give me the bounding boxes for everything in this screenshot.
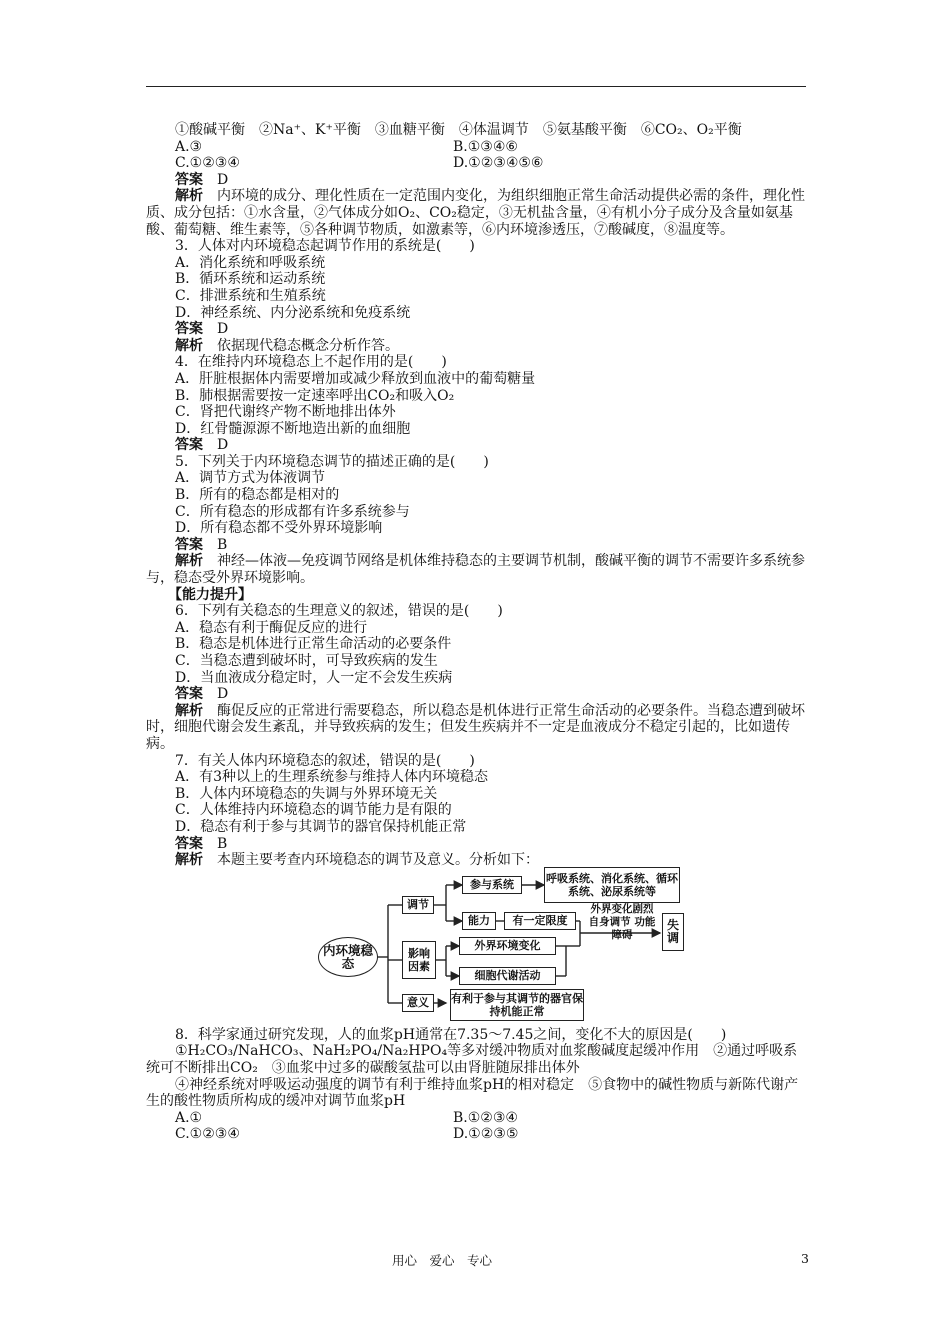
- analysis-text: 内环境的成分、理化性质在一定范围内变化，为组织细胞正常生命活动提供必需的条件，理化性质、成分包括：①水含量，②气体成分如O₂、CO₂稳定，③无机盐含量，④有机小分子成分及含量如氨基酸、葡萄糖、维生素等，⑤各种调节物质，如激素等，⑥内环境渗透压，⑦酸碱度，⑧温度等。: [146, 188, 805, 238]
- q7-option-d: D．稳态有利于参与其调节的器官保持机能正常: [175, 818, 467, 835]
- q5-option-a: A．调节方式为体液调节: [175, 470, 326, 487]
- q5-analysis: [146, 553, 810, 586]
- q8-option-c: C.①②③④: [175, 1126, 240, 1143]
- page-content: [146, 122, 810, 1143]
- answer-value: D: [217, 437, 229, 454]
- answer-label: 答案: [175, 171, 203, 188]
- analysis-label: 解析: [175, 337, 203, 354]
- footer-motto: 用心 爱心 专心: [392, 1253, 493, 1268]
- homeostasis-diagram: [146, 871, 810, 1023]
- q6-option-b: B．稳态是机体进行正常生命活动的必要条件: [175, 636, 452, 653]
- q7-option-b: B．人体内环境稳态的失调与外界环境无关: [175, 785, 438, 802]
- q8-options-row1: [146, 1110, 810, 1127]
- q8-options-row2: [146, 1126, 810, 1143]
- q8-option-d: D.①②③⑤: [453, 1126, 519, 1143]
- q6-answer: [146, 686, 810, 703]
- analysis-label: 解析: [175, 702, 203, 719]
- q8-items-2: ④神经系统对呼吸运动强度的调节有利于维持血浆pH的相对稳定 ⑤食物中的碱性物质与新陈代谢产生的酸性物质所构成的缓冲对调节血浆pH: [146, 1076, 799, 1110]
- diagram-causes-label: 外界变化剧烈 自身调节 功能障碍: [588, 902, 656, 941]
- q5-option-d: D．所有稳态都不受外界环境影响: [175, 520, 383, 537]
- q4-option-c: C．肾把代谢终产物不断地排出体外: [175, 404, 396, 421]
- q2-analysis: [146, 188, 810, 238]
- q2-options-row2: [146, 155, 810, 172]
- q3-answer: [146, 321, 810, 338]
- q4-option-b: B．肺根据需要按一定速率呼出CO₂和吸入O₂: [175, 387, 455, 404]
- analysis-text: 酶促反应的正常进行需要稳态，所以稳态是机体进行正常生命活动的必要条件。当稳态遭到破坏时，细胞代谢会发生紊乱，并导致疾病的发生；但发生疾病并不一定是血液成分不稳定引起的，比如遗传病。: [146, 702, 805, 752]
- q5-option-c: C．所有稳态的形成都有许多系统参与: [175, 503, 410, 520]
- answer-label: 答案: [175, 835, 203, 852]
- q4-answer: [146, 437, 810, 454]
- diagram-imbalance-node: 失调: [662, 913, 684, 951]
- q3-option-b: B．循环系统和运动系统: [175, 271, 326, 288]
- q4-stem: 4．在维持内环境稳态上不起作用的是( ): [175, 354, 447, 371]
- q7-analysis: [146, 852, 810, 869]
- diagram-limited-node: 有一定限度: [504, 912, 576, 930]
- answer-value: B: [217, 536, 228, 553]
- q2-option-c: C.①②③④: [175, 155, 240, 172]
- q6-analysis: [146, 703, 810, 753]
- answer-value: D: [217, 686, 229, 703]
- q3-option-a: A．消化系统和呼吸系统: [175, 254, 326, 271]
- answer-label: 答案: [175, 321, 203, 338]
- analysis-label: 解析: [175, 188, 203, 205]
- analysis-text: 依据现代稳态概念分析作答。: [217, 337, 399, 354]
- diagram-regulation-node: 调节: [402, 896, 434, 914]
- q6-option-a: A．稳态有利于酶促反应的进行: [175, 619, 368, 636]
- q7-stem: 7．有关人体内环境稳态的叙述，错误的是( ): [175, 752, 475, 769]
- diagram-meaning-node: 意义: [402, 994, 434, 1012]
- q7-option-c: C．人体维持内环境稳态的调节能力是有限的: [175, 802, 452, 819]
- diagram-ability-node: 能力: [462, 912, 496, 930]
- q8-stem: 8．科学家通过研究发现，人的血浆pH通常在7.35～7.45之间，变化不大的原因是( ): [175, 1026, 727, 1043]
- q4-option-a: A．肝脏根据体内需要增加或减少释放到血液中的葡萄糖量: [175, 370, 536, 387]
- analysis-label: 解析: [175, 852, 203, 869]
- q2-option-b: B.①③④⑥: [453, 138, 518, 155]
- diagram-influence-node: 影响因素: [402, 941, 436, 979]
- diagram-participate-node: 参与系统: [462, 876, 522, 894]
- q4-option-d: D．红骨髓源源不断地造出新的血细胞: [175, 420, 411, 437]
- q3-option-d: D．神经系统、内分泌系统和免疫系统: [175, 304, 411, 321]
- q5-stem: 5．下列关于内环境稳态调节的描述正确的是( ): [175, 453, 489, 470]
- section-title: 【能力提升】: [168, 586, 252, 603]
- q2-options-row1: [146, 139, 810, 156]
- q2-option-d: D.①②③④⑤⑥: [453, 155, 544, 172]
- answer-value: D: [217, 171, 229, 188]
- q7-answer: [146, 836, 810, 853]
- page-number: 3: [801, 1251, 809, 1266]
- analysis-label: 解析: [175, 553, 203, 570]
- analysis-text: 神经—体液—免疫调节网络是机体维持稳态的主要调节机制，酸碱平衡的调节不需要许多系统参与，稳态受外界环境影响。: [146, 553, 805, 587]
- q6-option-d: D．当血液成分稳定时，人一定不会发生疾病: [175, 669, 453, 686]
- q2-option-a: A.③: [175, 138, 203, 155]
- q3-analysis: [146, 338, 810, 355]
- header-rule: [146, 86, 806, 87]
- q6-stem: 6．下列有关稳态的生理意义的叙述，错误的是( ): [175, 603, 503, 620]
- diagram-systems-node: 呼吸系统、消化系统、循环系统、泌尿系统等: [544, 867, 680, 903]
- q5-option-b: B．所有的稳态都是相对的: [175, 487, 340, 504]
- q5-answer: [146, 537, 810, 554]
- diagram-benefit-node: 有利于参与其调节的器官保持机能正常: [450, 989, 584, 1021]
- q6-option-c: C．当稳态遭到破坏时，可导致疾病的发生: [175, 653, 438, 669]
- answer-label: 答案: [175, 536, 203, 553]
- answer-label: 答案: [175, 686, 203, 703]
- q8-items-1: ①H₂CO₃/NaHCO₃、NaH₂PO₄/Na₂HPO₄等多对缓冲物质对血浆酸碱度起缓冲作用 ②通过呼吸系统可不断排出CO₂ ③血浆中过多的碳酸氢盐可以由肾脏随尿排出体外: [146, 1043, 798, 1076]
- diagram-external-node: 外界环境变化: [459, 937, 556, 955]
- q8-option-b: B.①②③④: [453, 1109, 518, 1126]
- diagram-center-node: 内环境稳态: [318, 937, 378, 977]
- q2-answer: [146, 172, 810, 189]
- q7-option-a: A．有3种以上的生理系统参与维持人体内环境稳态: [175, 769, 489, 786]
- answer-value: D: [217, 321, 229, 338]
- q8-option-a: A.①: [175, 1109, 203, 1126]
- answer-label: 答案: [175, 437, 203, 454]
- q3-option-c: C．排泄系统和生殖系统: [175, 287, 326, 304]
- q2-stem: ①酸碱平衡 ②Na⁺、K⁺平衡 ③血糖平衡 ④体温调节 ⑤氨基酸平衡 ⑥CO₂、O₂平衡: [175, 122, 742, 138]
- analysis-text: 本题主要考查内环境稳态的调节及意义。分析如下：: [217, 852, 539, 869]
- answer-value: B: [217, 835, 228, 852]
- q3-stem: 3．人体对内环境稳态起调节作用的系统是( ): [175, 238, 475, 255]
- diagram-metabolism-node: 细胞代谢活动: [459, 967, 556, 985]
